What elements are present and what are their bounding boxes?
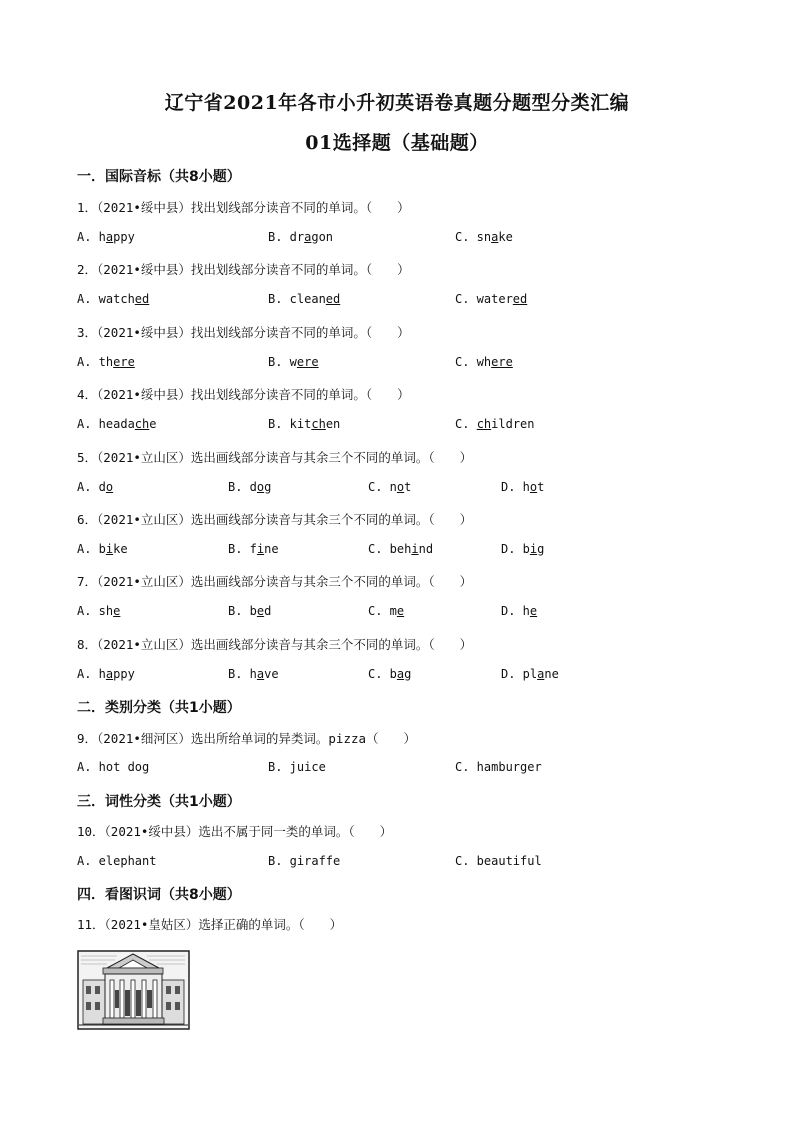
section-heading: 三．词性分类（共1小题） — [77, 794, 241, 810]
option[interactable]: A. watched — [77, 292, 150, 306]
option[interactable]: D. big — [501, 542, 545, 556]
option[interactable]: A. there — [77, 355, 135, 369]
option[interactable]: D. he — [501, 604, 538, 618]
option[interactable]: B. dragon — [268, 230, 334, 244]
option[interactable]: C. bag — [368, 667, 412, 681]
building-icon — [77, 950, 190, 1030]
section-heading: 四．看图识词（共8小题） — [77, 887, 241, 903]
question-stem: 6．（2021•立山区）选出画线部分读音与其余三个不同的单词。（ ） — [77, 512, 473, 527]
section-heading: 二．类别分类（共1小题） — [77, 700, 241, 716]
option[interactable]: C. not — [368, 480, 412, 494]
section-heading: 一．国际音标（共8小题） — [77, 169, 241, 185]
option[interactable]: C. watered — [455, 292, 528, 306]
option[interactable]: A. hot dog — [77, 760, 150, 774]
option[interactable]: A. elephant — [77, 854, 157, 868]
question-stem: 11．（2021•皇姑区）选择正确的单词。（ ） — [77, 917, 343, 932]
option[interactable]: A. do — [77, 480, 114, 494]
option[interactable]: A. happy — [77, 230, 135, 244]
document-subtitle: 01选择题（基础题） — [305, 132, 489, 154]
option[interactable]: C. behind — [368, 542, 434, 556]
option[interactable]: C. children — [455, 417, 535, 431]
question-stem: 9．（2021•细河区）选出所给单词的异类词。pizza（ ） — [77, 731, 417, 746]
option[interactable]: B. dog — [228, 480, 272, 494]
option[interactable]: C. me — [368, 604, 405, 618]
question-stem: 8．（2021•立山区）选出画线部分读音与其余三个不同的单词。（ ） — [77, 637, 473, 652]
question-stem: 7．（2021•立山区）选出画线部分读音与其余三个不同的单词。（ ） — [77, 574, 473, 589]
option[interactable]: D. hot — [501, 480, 545, 494]
option[interactable]: C. hamburger — [455, 760, 542, 774]
option[interactable]: B. bed — [228, 604, 272, 618]
option[interactable]: C. snake — [455, 230, 513, 244]
option[interactable]: B. cleaned — [268, 292, 341, 306]
question-stem: 4．（2021•绥中县）找出划线部分读音不同的单词。（ ） — [77, 387, 410, 402]
building-illustration — [77, 950, 190, 1030]
question-stem: 2．（2021•绥中县）找出划线部分读音不同的单词。（ ） — [77, 262, 410, 277]
option[interactable]: D. plane — [501, 667, 559, 681]
question-stem: 5．（2021•立山区）选出画线部分读音与其余三个不同的单词。（ ） — [77, 450, 473, 465]
document-title: 辽宁省2021年各市小升初英语卷真题分题型分类汇编 — [164, 92, 630, 114]
option[interactable]: B. kitchen — [268, 417, 341, 431]
option[interactable]: A. she — [77, 604, 121, 618]
question-stem: 3．（2021•绥中县）找出划线部分读音不同的单词。（ ） — [77, 325, 410, 340]
option[interactable]: C. beautiful — [455, 854, 542, 868]
option[interactable]: A. bike — [77, 542, 128, 556]
option[interactable]: B. juice — [268, 760, 326, 774]
option[interactable]: B. have — [228, 667, 279, 681]
option[interactable]: B. fine — [228, 542, 279, 556]
option[interactable]: B. were — [268, 355, 319, 369]
question-stem: 10．（2021•绥中县）选出不属于同一类的单词。（ ） — [77, 824, 393, 839]
option[interactable]: C. where — [455, 355, 513, 369]
option[interactable]: B. giraffe — [268, 854, 341, 868]
question-stem: 1．（2021•绥中县）找出划线部分读音不同的单词。（ ） — [77, 200, 410, 215]
option[interactable]: A. headache — [77, 417, 157, 431]
option[interactable]: A. happy — [77, 667, 135, 681]
